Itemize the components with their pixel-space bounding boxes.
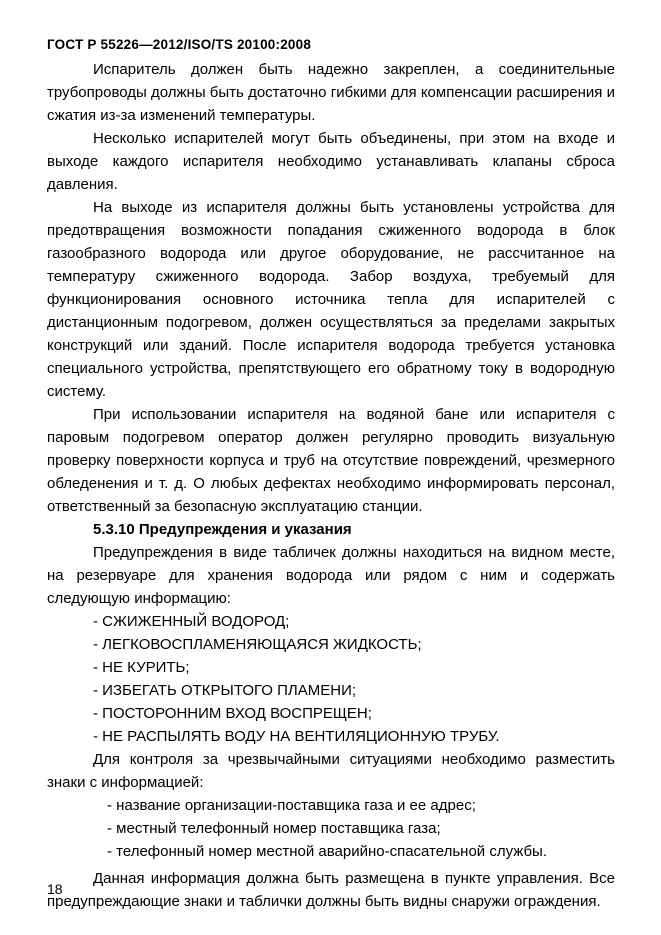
paragraph-control-point-placement: Данная информация должна быть размещена в пункте управления. Все предупреждающие знаки и таблички должны быть видны снаружи ограждения.	[47, 870, 615, 910]
paragraph-multiple-evaporators: Несколько испарителей могут быть объединены, при этом на входе и выходе каждого испарителя необходимо устанавливать клапаны сброса давления.	[47, 130, 615, 193]
info-list-item-supplier-name-address: - название организации-поставщика газа и ее адрес;	[107, 797, 476, 814]
warning-list-item-no-smoking: - НЕ КУРИТЬ;	[93, 659, 190, 676]
paragraph-evaporator-mounting: Испаритель должен быть надежно закреплен, а соединительные трубопроводы должны быть достаточно гибкими для компенсации расширения и сжатия из-за изменений температуры.	[47, 61, 615, 124]
warning-sign-list	[47, 610, 615, 748]
paragraph-evaporator-outlet-devices: На выходе из испарителя должны быть установлены устройства для предотвращения возможности попадания сжиженного водорода в блок газообразного водорода или другое оборудование, не рассчитанное на температуру сжиженного водорода. Забор воздуха, требуемый для функционирования основного источника тепла для испарителей с дистанционным подогревом, должен осуществляться за пределами закрытых конструкций или зданий. После испарителя водорода требуется установка специального устройства, препятствующего его обратному току в водородную систему.	[47, 199, 615, 400]
warning-list-item-liquefied-hydrogen: - СЖИЖЕННЫЙ ВОДОРОД;	[93, 613, 290, 630]
paragraph-emergency-signs-intro: Для контроля за чрезвычайными ситуациями необходимо разместить знаки с информацией:	[47, 751, 615, 791]
section-heading-5-3-10: 5.3.10 Предупреждения и указания	[93, 521, 352, 538]
paragraph-water-bath-inspection: При использовании испарителя на водяной бане или испарителя с паровым подогревом оператор должен регулярно проводить визуальную проверку поверхности корпуса и труб на отсутствие повреждений, чрезмерного обледенения и т. д. О любых дефектах необходимо информировать персонал, ответственный за безопасную эксплуатацию станции.	[47, 406, 615, 515]
paragraph-warning-signs-intro: Предупреждения в виде табличек должны находиться на видном месте, на резервуаре для хранения водорода или рядом с ним и содержать следующую информацию:	[47, 544, 615, 607]
page-number: 18	[47, 881, 63, 897]
warning-list-item-avoid-open-flame: - ИЗБЕГАТЬ ОТКРЫТОГО ПЛАМЕНИ;	[93, 682, 357, 699]
info-list-item-supplier-phone: - местный телефонный номер поставщика газа;	[107, 820, 441, 837]
warning-list-item-flammable-liquid: - ЛЕГКОВОСПЛАМЕНЯЮЩАЯСЯ ЖИДКОСТЬ;	[93, 636, 422, 653]
warning-list-item-no-trespassing: - ПОСТОРОННИМ ВХОД ВОСПРЕЩЕН;	[93, 705, 372, 722]
emergency-info-list	[47, 794, 615, 863]
warning-list-item-no-water-spray: - НЕ РАСПЫЛЯТЬ ВОДУ НА ВЕНТИЛЯЦИОННУЮ ТРУБУ.	[93, 728, 500, 745]
document-standard-title: ГОСТ Р 55226—2012/ISO/TS 20100:2008	[47, 37, 312, 52]
info-list-item-emergency-phone: - телефонный номер местной аварийно-спасательной службы.	[107, 843, 548, 860]
